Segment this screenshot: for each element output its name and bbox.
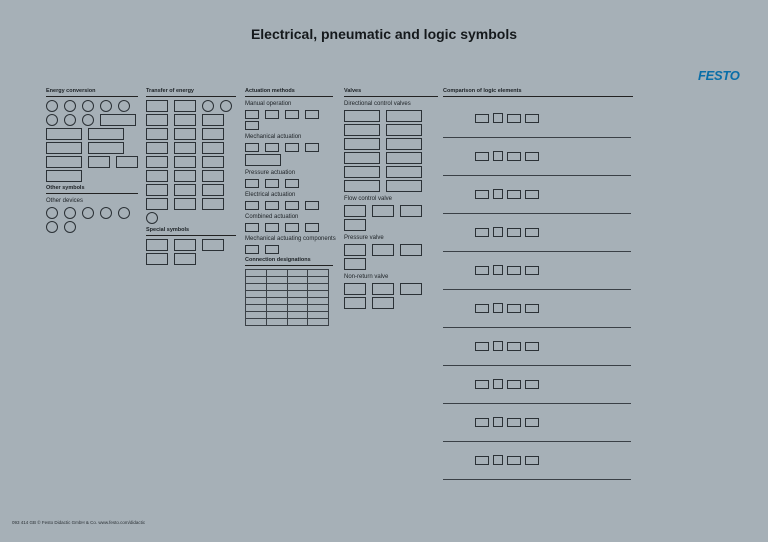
symbol-grid-mechanical <box>245 143 333 166</box>
symbol-grid-special <box>146 239 236 265</box>
spring-centred-symbol-icon <box>285 179 299 188</box>
subheading-manual-operation: Manual operation <box>245 101 292 107</box>
subheading-flow-control-valve: Flow control valve <box>344 196 393 202</box>
line-symbol-icon <box>146 100 168 112</box>
tachometer-symbol-icon <box>64 221 76 233</box>
symbol-grid-energy <box>46 100 138 182</box>
pneumatic-motor-two-dir-symbol-icon <box>46 114 58 126</box>
double-acting-cylinder-through-rod-symbol-icon <box>88 142 124 154</box>
subheading-pressure-valve: Pressure valve <box>344 235 384 241</box>
flow-control-adjustable-symbol-icon <box>372 205 394 217</box>
solenoid-manual-override-symbol-icon <box>265 223 279 232</box>
pressure-connection-point-symbol-icon <box>146 142 168 154</box>
single-acting-cylinder-return-symbol-icon <box>46 128 82 140</box>
pull-button-symbol-icon <box>285 110 299 119</box>
column-transfer-of-energy <box>146 88 236 268</box>
quick-exhaust-valve-symbol-icon <box>400 283 422 295</box>
subheading-mechanical-components: Mechanical actuating components <box>245 236 336 242</box>
valve-intermediate-positions-symbol-icon <box>386 180 422 192</box>
general-symbol-explanation-icon <box>305 223 319 232</box>
valve-4-3-mid-closed-symbol-icon <box>344 152 380 164</box>
flow-meter-symbol-icon <box>46 207 58 219</box>
nozzle-receiver-symbol-icon <box>202 239 224 251</box>
quick-coupling-nonreturn-symbol-icon <box>146 156 168 168</box>
logic-row <box>443 328 631 366</box>
pressure-relief-valve-symbol-icon <box>344 244 366 256</box>
over-centre-device-symbol-icon <box>265 245 279 254</box>
section-heading-valves: Valves <box>344 88 438 97</box>
detent-symbol-icon <box>245 245 259 254</box>
festo-logo: FESTO <box>698 68 740 83</box>
air-outlet-threaded-symbol-icon <box>202 128 224 140</box>
pressure-regulating-relieving-valve-symbol-icon <box>344 258 366 270</box>
silencer-symbol-icon <box>146 128 168 140</box>
stepper-motor-actuation-symbol-icon <box>305 201 319 210</box>
double-acting-cylinder-cushion-symbol-icon <box>46 142 82 154</box>
symbol-grid-manual <box>245 110 333 130</box>
logic-row <box>443 176 631 214</box>
subheading-mechanical-actuation: Mechanical actuation <box>245 134 302 140</box>
logic-row <box>443 138 631 176</box>
compressor-symbol-icon <box>46 100 58 112</box>
non-return-valve-spring-symbol-icon <box>372 283 394 295</box>
double-acting-cylinder-symbol-icon <box>88 128 124 140</box>
lubricator-symbol-icon <box>174 198 196 210</box>
pressure-source-pneumatic-symbol-icon <box>202 100 214 112</box>
section-heading-special-symbols: Special symbols <box>146 227 236 236</box>
flexible-line-symbol-icon <box>174 100 196 112</box>
column-energy-conversion <box>46 88 138 236</box>
logic-row <box>443 442 631 480</box>
pressure-regulating-valve-symbol-icon <box>400 244 422 256</box>
pressure-source-hydraulic-symbol-icon <box>220 100 232 112</box>
symbol-grid-flow-control <box>344 205 438 231</box>
valve-3-2-open-symbol-icon <box>386 124 422 136</box>
single-acting-cylinder-symbol-icon <box>100 114 136 126</box>
shuttle-valve-symbol-icon <box>344 297 366 309</box>
pneumatic-motor-symbol-icon <box>118 100 130 112</box>
exhaust-port-symbol-icon <box>202 114 224 126</box>
idle-roller-symbol-icon <box>305 143 319 152</box>
valve-5-3-mid-closed-symbol-icon <box>344 166 380 178</box>
pressure-gauge-symbol-icon <box>118 207 130 219</box>
push-button-symbol-icon <box>265 110 279 119</box>
symbol-grid-non-return <box>344 283 438 309</box>
section-heading-transfer-of-energy: Transfer of energy <box>146 88 236 97</box>
temperature-sensor-symbol-icon <box>82 207 94 219</box>
logic-row <box>443 100 631 138</box>
logic-row <box>443 366 631 404</box>
symbol-grid-pressure-actuation <box>245 179 333 188</box>
line-connection-symbol-icon <box>146 114 168 126</box>
symbol-grid-directional <box>344 110 438 192</box>
semi-rotary-symbol-icon <box>64 114 76 126</box>
subheading-non-return-valve: Non-return valve <box>344 274 389 280</box>
proximity-switch-magnet-symbol-icon <box>174 253 196 265</box>
lever-symbol-icon <box>305 110 319 119</box>
logic-row <box>443 290 631 328</box>
two-way-flow-control-symbol-icon <box>400 205 422 217</box>
quick-coupling-disconnected-symbol-icon <box>174 156 196 168</box>
subheading-other-devices: Other devices <box>46 198 84 204</box>
logic-row <box>443 214 631 252</box>
roller-symbol-icon <box>285 143 299 152</box>
symbol-grid-transfer <box>146 100 236 224</box>
subheading-combined-actuation: Combined actuation <box>245 214 299 220</box>
logic-elements-table <box>443 100 631 480</box>
cooler-symbol-icon <box>174 184 196 196</box>
logic-row <box>443 404 631 442</box>
valve-2-2-open-symbol-icon <box>386 110 422 122</box>
footer-text: 093 414 GB © Festo Didactic GmbH & Co. www.festo.com/didactic <box>12 520 146 525</box>
column-valves <box>344 88 438 312</box>
stem-symbol-icon <box>245 143 259 152</box>
valve-3-3-symbol-icon <box>344 180 380 192</box>
air-outlet-unthreaded-symbol-icon <box>174 128 196 140</box>
motor-symbol-icon <box>82 100 94 112</box>
flow-divider-symbol-icon <box>344 219 366 231</box>
section-heading-connection-designations: Connection designations <box>245 257 333 266</box>
valve-3-2-closed-symbol-icon <box>344 124 380 136</box>
receiver-nozzle-symbol-icon <box>146 253 168 265</box>
linear-unit-symbol-icon <box>46 170 82 182</box>
differential-pressure-symbol-icon <box>265 179 279 188</box>
symbol-grid-pressure-valve <box>344 244 438 270</box>
solenoid-two-windings-symbol-icon <box>265 201 279 210</box>
motor-variable-symbol-icon <box>100 100 112 112</box>
logic-row <box>443 252 631 290</box>
poster-title: Electrical, pneumatic and logic symbols <box>250 26 518 42</box>
pressure-sequence-valve-symbol-icon <box>372 244 394 256</box>
flow-meter-volume-symbol-icon <box>64 207 76 219</box>
symbol-grid-combined <box>245 223 333 232</box>
symbol-grid-other-devices <box>46 207 138 233</box>
valve-2-2-closed-symbol-icon <box>344 110 380 122</box>
back-pressure-nozzle-symbol-icon <box>174 239 196 251</box>
valve-4-2-symbol-icon <box>344 138 380 150</box>
subheading-pressure-actuation: Pressure actuation <box>245 170 296 176</box>
section-heading-logic-comparison: Comparison of logic elements <box>443 88 633 97</box>
filter-water-separator-auto-symbol-icon <box>146 184 168 196</box>
pump-symbol-icon <box>64 100 76 112</box>
valve-5-3-mid-exhausted-symbol-icon <box>386 166 422 178</box>
valve-4-3-mid-exhausted-symbol-icon <box>386 152 422 164</box>
hydraulic-motor-symbol-icon <box>82 114 94 126</box>
filter-water-separator-manual-symbol-icon <box>202 170 224 182</box>
pressure-intensifier-symbol-icon <box>88 156 110 168</box>
section-heading-actuation-methods: Actuation methods <box>245 88 333 97</box>
subheading-directional-control-valves: Directional control valves <box>344 101 411 107</box>
pressure-medium-converter-symbol-icon <box>116 156 138 168</box>
non-return-valve-symbol-icon <box>344 283 366 295</box>
column-logic-comparison <box>443 88 633 480</box>
flow-control-constant-symbol-icon <box>344 205 366 217</box>
spring-symbol-icon <box>265 143 279 152</box>
solenoid-pilot-symbol-icon <box>245 223 259 232</box>
crossing-line-symbol-icon <box>174 114 196 126</box>
pedal-symbol-icon <box>245 121 259 130</box>
connection-designations-table <box>245 269 329 326</box>
temperature-gauge-symbol-icon <box>100 207 112 219</box>
electric-motor-actuation-symbol-icon <box>285 201 299 210</box>
direct-pneumatic-symbol-icon <box>245 179 259 188</box>
dryer-symbol-icon <box>146 198 168 210</box>
reservoir-symbol-icon <box>146 212 158 224</box>
quick-coupling-disconnected-nonreturn-symbol-icon <box>202 156 224 168</box>
solenoid-one-winding-symbol-icon <box>245 201 259 210</box>
cooler-with-flow-symbol-icon <box>202 184 224 196</box>
solenoid-or-manual-symbol-icon <box>285 223 299 232</box>
symbol-grid-mech-components <box>245 245 333 254</box>
section-heading-other-symbols: Other symbols <box>46 185 138 194</box>
shut-off-valve-symbol-icon <box>146 170 168 182</box>
reflex-sensor-symbol-icon <box>146 239 168 251</box>
section-heading-energy-conversion: Energy conversion <box>46 88 138 97</box>
rodless-cylinder-symbol-icon <box>46 156 82 168</box>
actuated-in-initial-position-symbol-icon <box>245 154 281 166</box>
fluid-level-gauge-symbol-icon <box>46 221 58 233</box>
rotary-connection-symbol-icon <box>174 142 196 154</box>
manual-general-symbol-icon <box>245 110 259 119</box>
subheading-electrical-actuation: Electrical actuation <box>245 192 296 198</box>
one-way-flow-control-symbol-icon <box>372 297 394 309</box>
symbol-grid-electrical <box>245 201 333 210</box>
filter-symbol-icon <box>174 170 196 182</box>
quick-coupling-connected-symbol-icon <box>202 142 224 154</box>
valve-5-2-symbol-icon <box>386 138 422 150</box>
column-actuation-methods <box>245 88 336 326</box>
service-unit-symbol-icon <box>202 198 224 210</box>
